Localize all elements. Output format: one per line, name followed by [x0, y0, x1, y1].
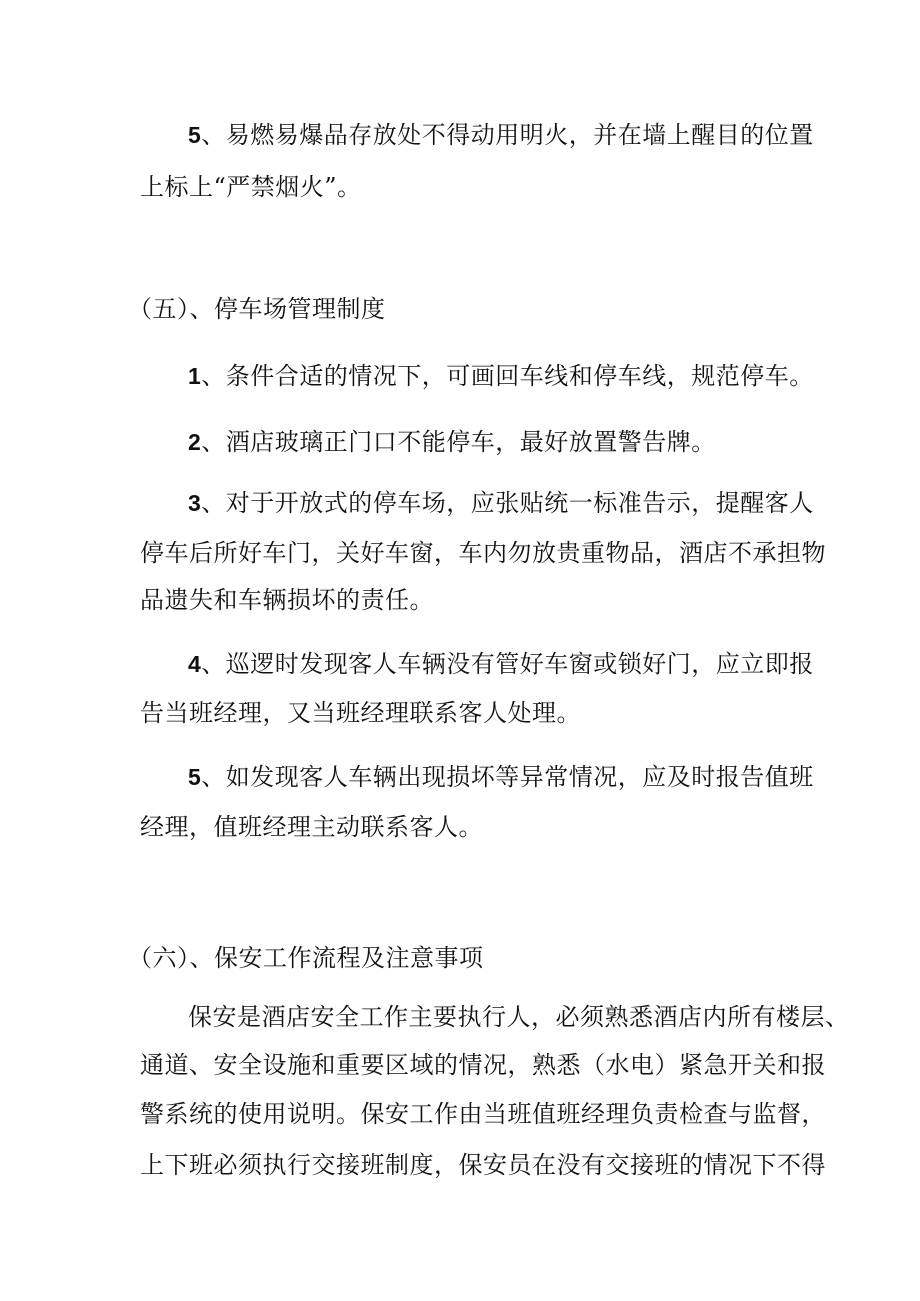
security-paragraph-line-4: 上下班必须执行交接班制度，保安员在没有交接班的情况下不得	[140, 1151, 826, 1179]
item-number: 5	[188, 122, 202, 148]
item-text: 、如发现客人车辆出现损坏等异常情况，应及时报告值班	[201, 763, 814, 791]
item-5-line-1	[188, 120, 814, 150]
section-heading-6: （六）、保安工作流程及注意事项	[128, 944, 484, 972]
parking-item-3-line-3: 品遗失和车辆损坏的责任。	[140, 586, 434, 614]
parking-item-3-line-2: 停车后所好车门，关好车窗，车内勿放贵重物品，酒店不承担物	[140, 539, 826, 567]
parking-item-2	[188, 427, 800, 457]
item-number: 4	[188, 651, 202, 677]
item-text: 、巡逻时发现客人车辆没有管好车窗或锁好门，应立即报	[201, 650, 814, 678]
item-number: 3	[188, 490, 202, 516]
parking-item-4-line-1	[188, 649, 814, 679]
parking-item-5-line-1	[188, 762, 814, 792]
security-paragraph-line-3: 警系统的使用说明。保安工作由当班值班经理负责检查与监督，	[140, 1100, 826, 1128]
item-number: 5	[188, 764, 202, 790]
item-text: 、对于开放式的停车场，应张贴统一标准告示，提醒客人	[201, 489, 814, 517]
parking-item-3-line-1	[188, 488, 814, 518]
item-5-line-2: 上标上“严禁烟火”。	[140, 173, 362, 201]
security-paragraph-line-1: 保安是酒店安全工作主要执行人，必须熟悉酒店内所有楼层、	[188, 1003, 850, 1031]
parking-item-5-line-2: 经理，值班经理主动联系客人。	[140, 813, 483, 841]
item-number: 1	[188, 363, 202, 389]
item-text: 、酒店玻璃正门口不能停车，最好放置警告牌。	[201, 428, 716, 456]
item-text: 、条件合适的情况下，可画回车线和停车线，规范停车。	[201, 362, 814, 390]
security-paragraph-line-2: 通道、安全设施和重要区域的情况，熟悉（水电）紧急开关和报	[140, 1051, 826, 1079]
item-number: 2	[188, 429, 202, 455]
parking-item-4-line-2: 告当班经理，又当班经理联系客人处理。	[140, 699, 581, 727]
parking-item-1	[188, 361, 814, 391]
item-text: 、易燃易爆品存放处不得动用明火，并在墙上醒目的位置	[201, 121, 814, 149]
section-heading-5: （五）、停车场管理制度	[128, 295, 386, 323]
